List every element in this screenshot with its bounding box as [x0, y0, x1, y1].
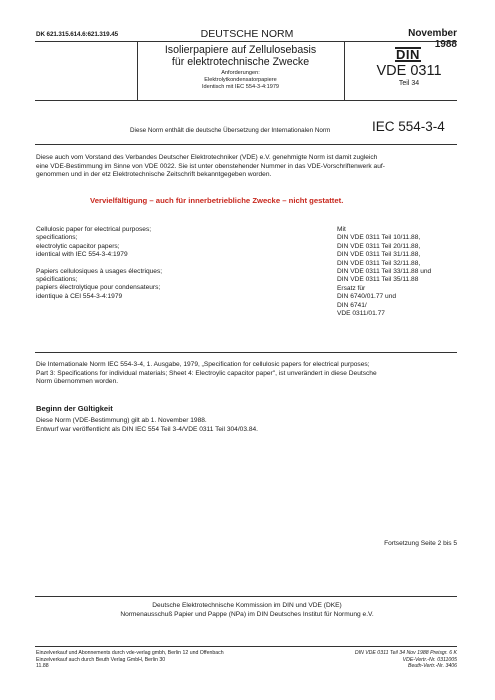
vde-number: VDE 0311 [376, 63, 442, 79]
intro-line: genommen und in der etz Elektrotechnische Zeitschrift bekanntgegeben worden. [36, 171, 272, 179]
document-title [138, 44, 343, 68]
adoption-paragraph [36, 361, 458, 387]
related-line: DIN 6740/01.77 und [337, 293, 397, 301]
validity-text [36, 417, 458, 434]
din-logo: DIN [396, 47, 420, 62]
sales-line: 11.88 [36, 663, 49, 669]
adoption-line: Die Internationale Norm IEC 554-3-4, 1. Ausgabe, 1979, „Specification for cellulosic papers for electrical purposes; [36, 361, 370, 368]
footer-rule [35, 596, 457, 597]
reproduction-warning: Vervielfältigung – auch für innerbetriebliche Zwecke – nicht gestattet. [90, 196, 344, 205]
section-rule [35, 144, 457, 145]
intro-paragraph [36, 154, 458, 180]
international-norm-note: Diese Norm enthält die deutsche Übersetzung der Internationalen Norm [130, 127, 331, 134]
document-type: DEUTSCHE NORM [200, 28, 294, 40]
footer-rule-bottom [35, 646, 457, 647]
title-line: Isolierpapiere auf Zellulosebasis [164, 44, 317, 56]
header-rule [35, 41, 457, 42]
title-rule [35, 100, 457, 101]
document-subtitle [138, 70, 343, 91]
issue-date: November 1988 [408, 28, 457, 50]
french-title-line: papiers électrolytique pour condensateurs; [36, 284, 161, 292]
english-title-line: Cellulosic paper for electrical purposes; [36, 226, 152, 233]
related-line: Ersatz für [337, 284, 366, 292]
related-standards [337, 226, 457, 318]
iec-number: IEC 554-3-4 [372, 119, 445, 134]
validity-heading: Beginn der Gültigkeit [36, 404, 113, 413]
price-line: VDE-Vertr.-Nr. 0311005 [402, 656, 457, 663]
committee-line: Deutsche Elektrotechnische Kommission im DIN und VDE (DKE) [152, 602, 342, 609]
section-rule [35, 352, 457, 353]
related-line: DIN 6741/ [337, 301, 367, 309]
french-title-line: spécifications; [36, 276, 78, 284]
price-line: Beuth-Vertr.-Nr. 3406 [407, 663, 457, 669]
related-line: DIN VDE 0311 Teil 20/11.88, [337, 242, 421, 250]
adoption-line: Norm übernommen worden. [36, 378, 119, 386]
sales-line: Einzelverkauf auch durch Beuth Verlag GmbH, Berlin 30 [36, 656, 166, 663]
subtitle-line: Anforderungen: [221, 70, 260, 76]
responsible-committee [36, 602, 458, 620]
english-title-line: identical with IEC 554-3-4:1979 [36, 251, 128, 259]
english-title-line: specifications; [36, 234, 78, 242]
price-info [300, 650, 457, 670]
title-divider-right [344, 41, 345, 100]
committee-line: Normenausschuß Papier und Pappe (NPa) im DIN Deutsches Institut für Normung e.V. [120, 610, 374, 618]
sales-info [36, 650, 224, 670]
french-title-line: Papiers cellulosiques à usages électriques; [36, 267, 163, 275]
related-line: DIN VDE 0311 Teil 35/11.88 [337, 276, 419, 284]
related-line: DIN VDE 0311 Teil 31/11.88, [337, 251, 421, 259]
subtitle-line: Elektrolytkondensatorpapiere [204, 77, 277, 83]
intro-line: Diese auch vom Vorstand des Verbandes Deutscher Elektrotechniker (VDE) e.V. genehmigte Norm ist damit zugleich [36, 154, 378, 161]
english-title-line: electrolytic capacitor papers; [36, 242, 120, 250]
related-line: VDE 0311/01.77 [337, 310, 385, 318]
dk-classification: DK 621.315.614.6:621.319.45 [36, 31, 119, 38]
title-line: für elektrotechnische Zwecke [171, 56, 310, 68]
related-line: DIN VDE 0311 Teil 32/11.88, [337, 259, 421, 267]
spacer [36, 260, 236, 268]
price-line: DIN VDE 0311 Teil 34 Nov 1988 Preisgr. 6 K [354, 650, 457, 656]
related-line: DIN VDE 0311 Teil 33/11.88 und [337, 268, 432, 276]
adoption-line: Part 3: Specifications for individual materials; Sheet 4: Electroylic capacitor paper", ist unverändert in diese Deutsche [36, 369, 377, 377]
validity-line: Diese Norm (VDE-Bestimmung) gilt ab 1. November 1988. [36, 417, 207, 424]
validity-line: Entwurf war veröffentlicht als DIN IEC 554 Teil 3-4/VDE 0311 Teil 304/03.84. [36, 425, 258, 433]
related-line: DIN VDE 0311 Teil 10/11.88, [337, 234, 421, 242]
french-title-line: identique à CEI 554-3-4:1979 [36, 292, 123, 300]
subtitle-line: Identisch mit IEC 554-3-4:1979 [201, 84, 280, 90]
intro-line: eine VDE-Bestimmung im Sinne von VDE 0022. Sie ist unter obenstehender Nummer in das VDE-Vorschriftenwerk auf- [36, 162, 385, 170]
sales-line: Einzelverkauf und Abonnements durch vde-verlag gmbh, Berlin 12 und Offenbach [36, 650, 224, 656]
continuation-note: Fortsetzung Seite 2 bis 5 [384, 540, 457, 547]
related-line: Mit [337, 226, 346, 233]
teil-number: Teil 34 [398, 80, 420, 87]
foreign-titles [36, 226, 236, 301]
